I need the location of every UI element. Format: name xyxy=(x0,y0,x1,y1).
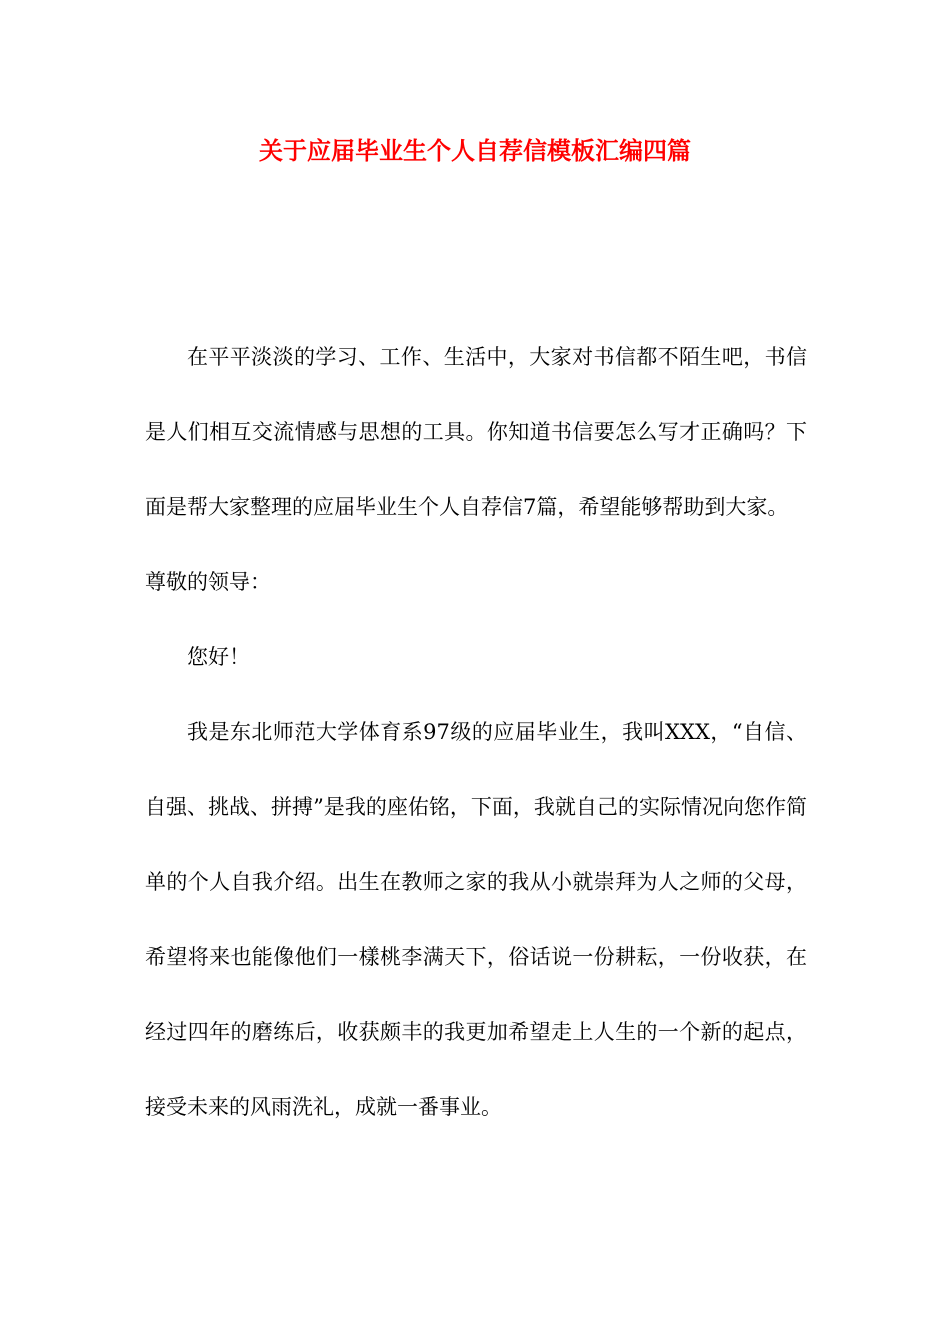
salutation: 尊敬的领导： xyxy=(145,570,271,594)
intro-paragraph: 在平平淡淡的学习、工作、生活中，大家对书信都不陌生吧，书信是人们相互交流情感与思想的工具。你知道书信要怎么写才正确吗？下面是帮大家整理的应届毕业生个人自荐信7篇，希望能够帮助到大家。 xyxy=(145,345,807,519)
document-body xyxy=(145,320,807,1145)
document-title: 关于应届毕业生个人自荐信模板汇编四篇 xyxy=(259,136,691,165)
letter-paragraph: 我是东北师范大学体育系97级的应届毕业生，我叫XXX，“自信、自强、挑战、拼搏”是我的座佑铭，下面，我就自己的实际情况向您作简单的个人自我介绍。出生在教师之家的我从小就崇拜为人之师的父母，希望将来也能像他们一樣桃李满天下，俗话说一份耕耘，一份收获，在经过四年的磨练后，收获颇丰的我更加希望走上人生的一个新的起点，接受未来的风雨洗礼，成就一番事业。 xyxy=(145,720,807,1119)
greeting: 您好！ xyxy=(187,645,250,669)
